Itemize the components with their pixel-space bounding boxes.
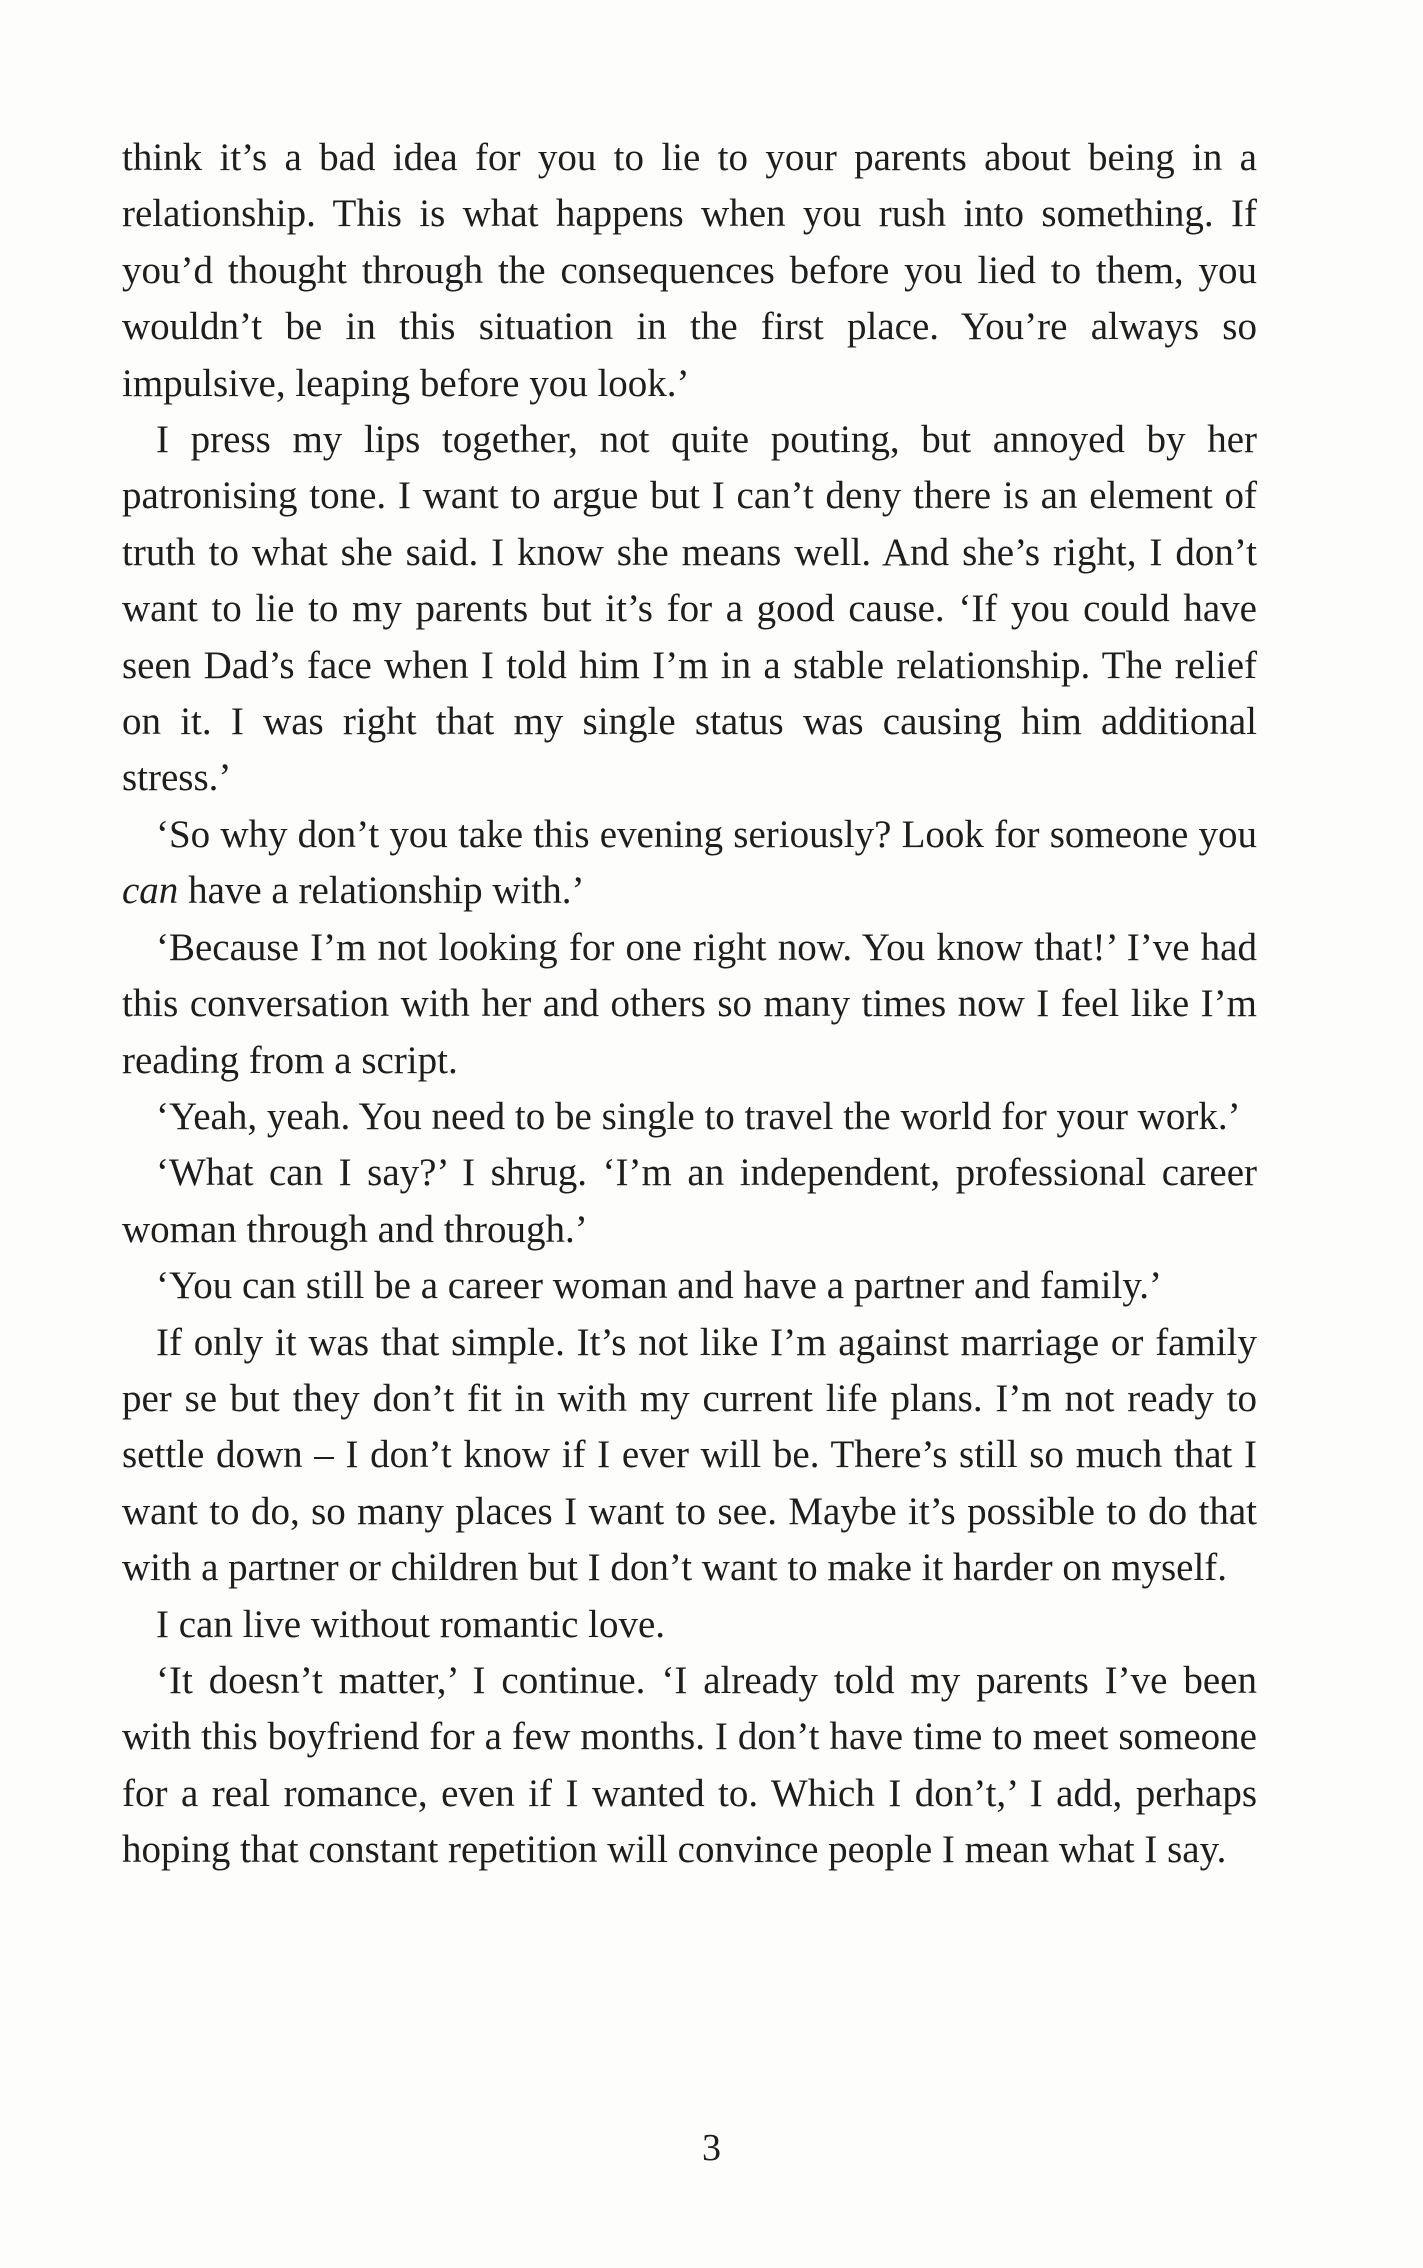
paragraph-6 <box>122 1145 1257 1258</box>
body-text <box>122 130 1257 1879</box>
paragraph-text: ‘You can still be a career woman and have a partner and family.’ <box>156 1264 1163 1308</box>
paragraph-3 <box>122 807 1257 920</box>
paragraph-10 <box>122 1653 1257 1879</box>
page-number: 3 <box>702 2127 721 2169</box>
paragraph-text: ‘What can I say?’ I shrug. ‘I’m an independent, professional career woman through and through.’ <box>122 1151 1257 1251</box>
paragraph-4 <box>122 920 1257 1089</box>
paragraph-1 <box>122 130 1257 412</box>
paragraph-text: I can live without romantic love. <box>156 1602 666 1646</box>
paragraph-5 <box>122 1089 1257 1145</box>
paragraph-text: If only it was that simple. It’s not like I’m against marriage or family per se but they don’t fit in with my current life plans. I’m not ready to settle down – I don’t know if I ever will be. There’s still so much that I want to do, so many places I want to see. Maybe it’s possible to do that with a partner or children but I don’t want to make it harder on myself. <box>122 1320 1257 1590</box>
emphasis-text: can <box>122 869 179 913</box>
paragraph-text: I press my lips together, not quite pouting, but annoyed by her patronising tone. I want to argue but I can’t deny there is an element of truth to what she said. I know she means well. And she’s right, I don’t want to lie to my parents but it’s for a good cause. ‘If you could have seen Dad’s face when I told him I’m in a stable relationship. The relief on it. I was right that my single status was causing him additional stress.’ <box>122 418 1257 800</box>
paragraph-7 <box>122 1258 1257 1314</box>
paragraph-text: ‘Yeah, yeah. You need to be single to travel the world for your work.’ <box>156 1094 1241 1138</box>
paragraph-text: ‘So why don’t you take this evening seriously? Look for someone you <box>156 812 1257 856</box>
paragraph-8 <box>122 1315 1257 1597</box>
paragraph-text: ‘It doesn’t matter,’ I continue. ‘I already told my parents I’ve been with this boyfriend for a few months. I don’t have time to meet someone for a real romance, even if I wanted to. Which I don’t,’ I add, perhaps hoping that constant repetition will convince people I mean what I say. <box>122 1658 1257 1872</box>
paragraph-2 <box>122 412 1257 807</box>
paragraph-text: think it’s a bad idea for you to lie to your parents about being in a relationship. This is what happens when you rush into something. If you’d thought through the consequences before you lied to them, you wouldn’t be in this situation in the first place. You’re always so impulsive, leaping before you look.’ <box>122 136 1257 405</box>
paragraph-9 <box>122 1597 1257 1653</box>
paragraph-text: have a relationship with.’ <box>178 869 585 913</box>
paragraph-text: ‘Because I’m not looking for one right now. You know that!’ I’ve had this conversation with her and others so many times now I feel like I’m reading from a script. <box>122 925 1257 1082</box>
